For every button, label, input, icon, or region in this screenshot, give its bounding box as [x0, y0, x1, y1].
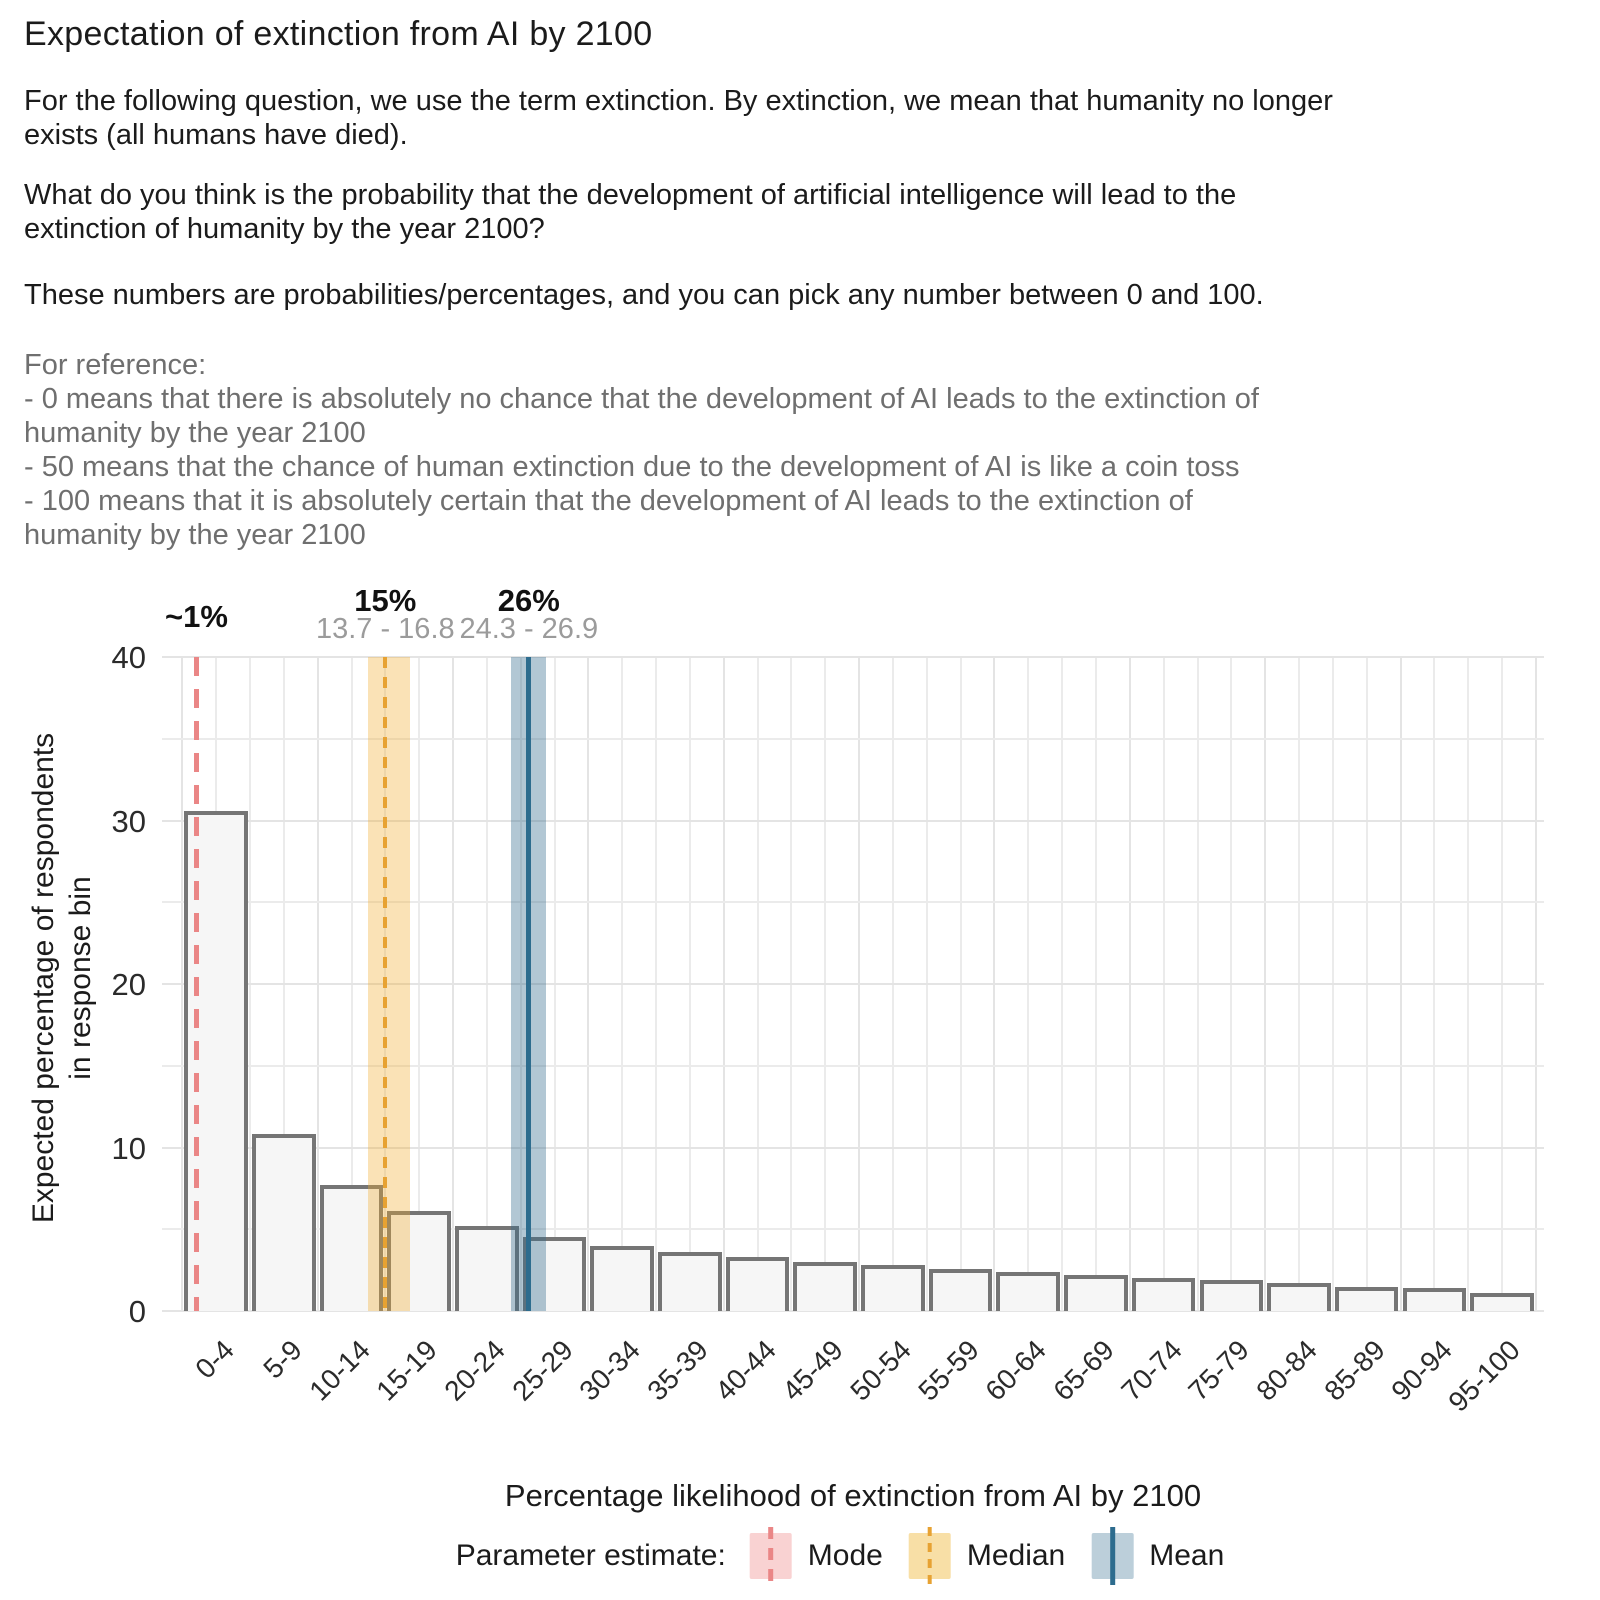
histogram-bar: [929, 1269, 993, 1312]
reference-line: humanity by the year 2100: [24, 417, 366, 449]
chart-panel: [162, 657, 1544, 1311]
legend-item-label: Median: [966, 1539, 1066, 1572]
histogram-bar: [1200, 1280, 1264, 1311]
x-tick-label: 70-74: [1114, 1334, 1188, 1407]
histogram-bar: [658, 1252, 722, 1311]
reference-line: humanity by the year 2100: [24, 519, 366, 551]
intro-line: For the following question, we use the term extinction. By extinction, we mean that humanity no longer: [24, 85, 1333, 117]
y-tick-label: 0: [128, 1294, 146, 1329]
legend-item-mean: [1091, 1533, 1224, 1579]
x-axis-title: Percentage likelihood of extinction from AI by 2100: [504, 1478, 1202, 1513]
note-line: These numbers are probabilities/percentages, and you can pick any number between 0 and 100.: [24, 279, 1264, 311]
reference-line: - 100 means that it is absolutely certain that the development of AI leads to the extinction of: [24, 485, 1193, 517]
x-tick-label: 80-84: [1250, 1334, 1323, 1407]
histogram-bar: [1132, 1278, 1196, 1311]
histogram-bar: [252, 1134, 316, 1311]
median-interval-label: 13.7 - 16.8: [315, 613, 455, 645]
legend: [456, 1533, 1251, 1579]
x-tick-label: 20-24: [438, 1334, 511, 1407]
y-tick-label: 30: [111, 803, 146, 839]
histogram-bar: [590, 1246, 654, 1311]
x-tick-label: 15-19: [370, 1334, 444, 1407]
question-line: extinction of humanity by the year 2100?: [24, 213, 545, 245]
intro-line: exists (all humans have died).: [24, 119, 408, 151]
x-tick-label: 10-14: [302, 1334, 376, 1407]
histogram-bar: [455, 1226, 519, 1311]
y-axis-title-line: Expected percentage of respondents: [27, 732, 60, 1224]
x-tick-label: 55-59: [911, 1334, 985, 1407]
x-tick-label: 45-49: [776, 1334, 850, 1407]
median-interval-band: [368, 657, 410, 1311]
histogram-bar: [1335, 1287, 1399, 1312]
y-tick-label: 40: [111, 640, 146, 675]
x-tick-label: 60-64: [979, 1334, 1053, 1407]
x-tick-label: 25-29: [505, 1334, 579, 1407]
histogram-bar: [1064, 1275, 1128, 1311]
x-tick-label: 90-94: [1385, 1334, 1459, 1407]
question-line: What do you think is the probability that the development of artificial intelligence will lead to the: [24, 179, 1237, 211]
y-axis-title-line: in response bin: [64, 876, 97, 1080]
mean-swatch: [1091, 1533, 1133, 1579]
x-tick-label: 5-9: [257, 1334, 308, 1385]
x-tick-label: 65-69: [1047, 1334, 1120, 1407]
x-tick-label: 50-54: [844, 1334, 917, 1407]
histogram-bar: [861, 1265, 925, 1311]
page-title: Expectation of extinction from AI by 2100: [24, 15, 653, 53]
legend-item-mode: [750, 1533, 883, 1579]
mean-interval-label: 24.3 - 26.9: [459, 613, 599, 645]
y-axis-title: [25, 578, 99, 1378]
mode-swatch: [750, 1533, 792, 1579]
x-tick-label: 0-4: [189, 1334, 241, 1385]
mode-estimate-label: ~1%: [165, 599, 228, 634]
legend-item-median: [909, 1533, 1065, 1579]
legend-title: Parameter estimate:: [455, 1539, 726, 1572]
mean-estimate-label: 26%: [497, 583, 560, 618]
histogram-bar: [1267, 1283, 1331, 1311]
reference-line: - 50 means that the chance of human extinction due to the development of AI is like a coin toss: [24, 451, 1240, 483]
x-tick-label: 30-34: [573, 1334, 647, 1407]
y-tick-label: 20: [111, 967, 146, 1002]
reference-line: - 0 means that there is absolutely no chance that the development of AI leads to the extinction of: [24, 383, 1259, 415]
x-tick-label: 85-89: [1318, 1334, 1391, 1407]
mode-swatch-line: [768, 1527, 773, 1585]
y-tick-label: 10: [111, 1130, 146, 1166]
mean-swatch-line: [1110, 1527, 1115, 1585]
median-estimate-label: 15%: [354, 583, 417, 618]
histogram-bar: [793, 1262, 857, 1311]
legend-item-label: Mean: [1149, 1539, 1225, 1572]
x-tick-label: 75-79: [1182, 1334, 1256, 1407]
mean-line: [526, 657, 531, 1311]
reference-line: For reference:: [24, 349, 207, 381]
histogram-bar: [1470, 1293, 1534, 1311]
x-tick-label: 95-100: [1442, 1334, 1526, 1418]
median-swatch-line: [928, 1527, 932, 1585]
x-tick-label: 40-44: [708, 1334, 782, 1407]
legend-item-label: Mode: [807, 1539, 883, 1572]
histogram-bar: [726, 1257, 790, 1311]
mode-line: [194, 657, 199, 1311]
histogram-bar: [996, 1272, 1060, 1311]
median-line: [383, 657, 387, 1311]
median-swatch: [909, 1533, 951, 1579]
x-tick-label: 35-39: [641, 1334, 714, 1407]
histogram-bar: [1403, 1288, 1467, 1311]
